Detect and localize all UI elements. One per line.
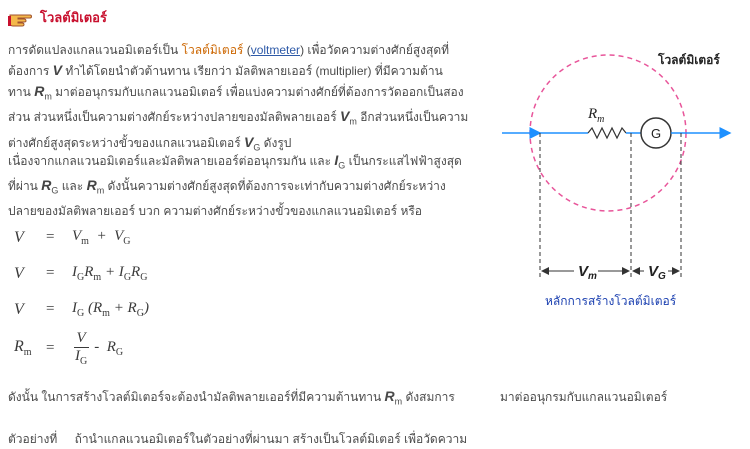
symbol-r: R (34, 83, 45, 99)
intro-line-1: การดัดแปลงแกลแวนอมิเตอร์เป็น โวลต์มิเตอร์ (voltmeter) เพื่อวัดความต่างศักย์สูงสุดที่ (8, 43, 450, 57)
equation-1: V = $V_m + V_G$ (14, 228, 131, 247)
section-title: โวลต์มิเตอร์ (40, 9, 107, 25)
intro-line-2: ต้องการ V ทำได้โดยนำตัวต้านทาน เรียกว่า มัลติพลายเออร์ (multiplier) ที่มีความต้าน (8, 62, 443, 78)
explanation-paragraph (8, 150, 498, 221)
intro-line-4: ส่วน ส่วนหนึ่งเป็นความต่างศักย์ระหว่างปลายของมัลติพลายเออร์ $V_m$ อีกส่วนหนึ่งเป็นความ (8, 108, 469, 127)
diagram-caption: หลักการสร้างโวลต์มิเตอร์ (545, 294, 677, 308)
voltmeter-link[interactable]: voltmeter (250, 43, 301, 57)
explain-line-1: เนื่องจากแกลแวนอมิเตอร์และมัลติพลายเออร์ต่ออนุกรมกัน และ $I_G$ เป็นกระแสไฟฟ้าสูงสุด (8, 152, 462, 171)
explain-line-3: ปลายของมัลติพลายเออร์ บวก ความต่างศักย์ระหว่างขั้วของแกลแวนอมิเตอร์ หรือ (8, 203, 423, 218)
equation-2: V = $I_GR_m + I_GR_G$ (14, 264, 148, 283)
pointing-hand-icon (8, 7, 32, 27)
explain-line-2: ที่ผ่าน $R_G$ และ $R_m$ ดังนั้นความต่างศักย์สูงสุดที่ต้องการจะเท่ากับความต่างศักย์ระหว่าง (8, 177, 446, 196)
svg-text:VG: $V_G$ (648, 263, 666, 282)
svg-text:G: G (651, 126, 662, 141)
voltmeter-highlight: โวลต์มิเตอร์ (181, 43, 244, 57)
example-line: ตัวอย่างที่ ถ้านำแกลแวนอมิเตอร์ในตัวอย่างที่ผ่านมา สร้างเป็นโวลต์มิเตอร์ เพื่อวัดความ (8, 432, 468, 446)
svg-text:Rm: $R_m$ (588, 106, 605, 125)
intro-paragraph (8, 40, 498, 157)
section-header (8, 6, 107, 28)
voltmeter-diagram (498, 48, 738, 318)
conclusion-line-end: มาต่ออนุกรมกับแกลแวนอมิเตอร์ (500, 390, 668, 404)
symbol-v: V (52, 62, 62, 78)
resistor-rm (588, 128, 626, 138)
equation-3: V = $I_G$ $(R_m + R_G)$ (14, 300, 149, 319)
equation-4: $R_m$ = $\frac{V}{I_G}$ - $R_G$ (14, 330, 124, 367)
voltmeter-label: โวลต์มิเตอร์ (658, 53, 720, 67)
example-label: ตัวอย่างที่ (8, 432, 58, 446)
intro-line-5: ต่างศักย์สูงสุดระหว่างขั้วของแกลแวนอมิเตอร์ $V_G$ ดังรูป (8, 133, 292, 153)
intro-line-3: ทาน $R_m$ มาต่ออนุกรมกับแกลแวนอมิเตอร์ เพื่อแบ่งความต่างศักย์ที่ต้องการวัดออกเป็นสอง (8, 83, 464, 102)
svg-text:Vm: $V_m$ (578, 263, 597, 282)
conclusion-line: ดังนั้น ในการสร้างโวลต์มิเตอร์จะต้องนำมัลติพลายเออร์ที่มีความต้านทาน $R_m$ ดังสมการ (8, 388, 455, 407)
